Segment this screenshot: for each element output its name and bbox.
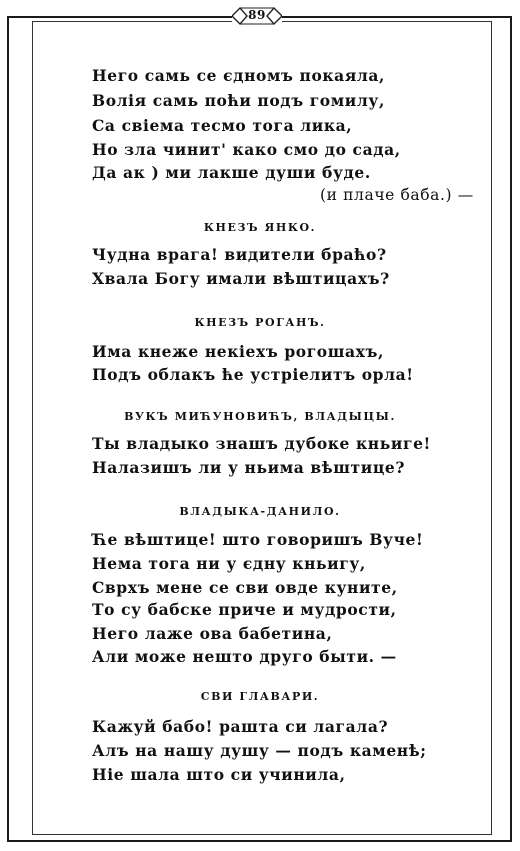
verse-line: Да ак ) ми лакше души буде.: [92, 163, 371, 182]
verse-line: Нiе шала што си учинила,: [92, 765, 346, 784]
speaker-heading: КНЕЗЪ РОГАНЪ.: [194, 316, 326, 329]
verse-line: Но зла чинит' како смо до сада,: [92, 140, 401, 159]
verse-line: Али може нешто друго быти. —: [92, 647, 397, 666]
verse-line: Налазишъ ли у ньима вѣштице?: [92, 458, 406, 477]
verse-line: Има кнеже некiехъ рогошахъ,: [92, 342, 384, 361]
speaker-heading: КНЕЗЪ ЯНКО.: [203, 221, 317, 234]
verse-line: Него лаже ова бабетина,: [92, 624, 333, 643]
verse-line: Него самь се єдномъ покаяла,: [92, 66, 386, 85]
verse-line: Ты владыко знашъ дубоке кньиге!: [92, 434, 431, 453]
verse-line: Нема тога ни у єдну кньигу,: [92, 554, 366, 573]
verse-line: То су бабске приче и мудрости,: [92, 600, 397, 619]
verse-line: Сврхъ мене се сви овде куните,: [92, 578, 398, 597]
speaker-heading: ВУКЪ МИЋУНОВИЋЪ, ВЛАДЫЦЫ.: [124, 410, 396, 423]
speaker-heading: ВЛАДЫКА-ДАНИЛО.: [179, 505, 341, 518]
speaker-heading: СВИ ГЛАВАРИ.: [200, 690, 320, 703]
verse-line: Са свiема тесмо тога лика,: [92, 116, 353, 135]
verse-line: Кажуй бабо! рашта си лагала?: [92, 717, 389, 736]
verse-line: Волiя самь поћи подъ гомилу,: [92, 91, 385, 110]
verse-line: Хвала Богу имали вѣштицахъ?: [92, 269, 390, 288]
page-number: 89: [248, 8, 266, 22]
verse-line: Подъ облакъ ће устрiелитъ орла!: [92, 365, 414, 384]
verse-line: Чудна врага! видители браћо?: [92, 245, 387, 264]
verse-line: Ће вѣштице! што говоришъ Вуче!: [92, 530, 424, 549]
verse-line: Алъ на нашу душу — подъ каменѣ;: [92, 741, 427, 760]
stage-direction: (и плаче баба.) —: [320, 186, 474, 204]
